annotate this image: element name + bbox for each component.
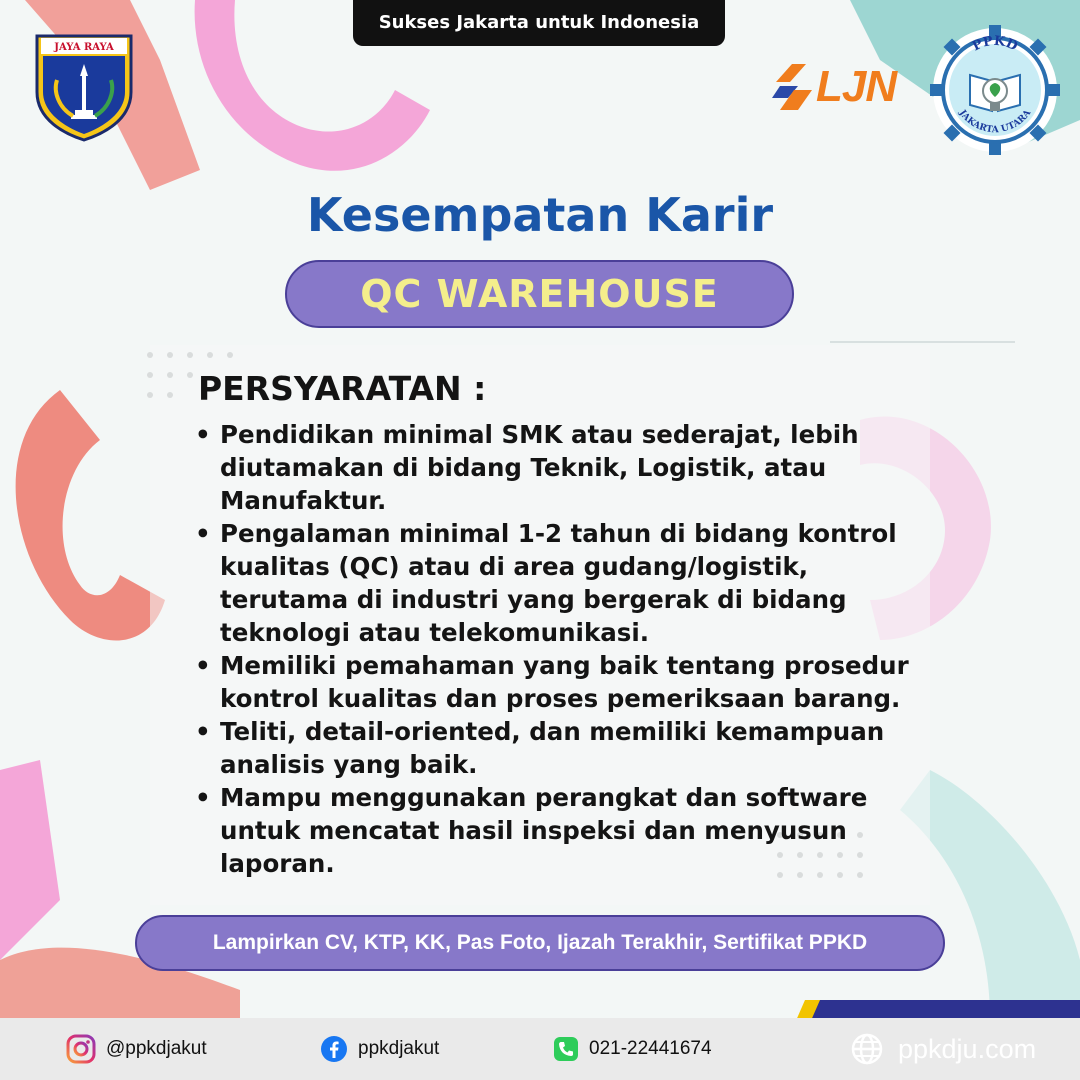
- bullet-icon: •: [195, 717, 211, 746]
- ppkd-top-text: PPKD: [970, 33, 1020, 55]
- facebook-icon: [320, 1035, 348, 1063]
- phone-icon: [553, 1036, 579, 1062]
- requirement-line: Manufaktur.: [220, 486, 387, 515]
- requirement-item: [195, 649, 955, 715]
- jaya-raya-text: JAYA RAYA: [54, 42, 114, 53]
- bullet-icon: •: [195, 519, 211, 548]
- requirement-line: laporan.: [220, 849, 335, 878]
- ppkd-bottom-text: JAKARTA UTARA: [956, 108, 1034, 136]
- requirement-item: [195, 418, 955, 517]
- requirement-line: Pendidikan minimal SMK atau sederajat, lebih: [220, 420, 859, 449]
- instagram-icon: [66, 1034, 96, 1064]
- footer-instagram[interactable]: [66, 1018, 207, 1080]
- position-badge: QC WAREHOUSE: [285, 260, 794, 328]
- attachments-note: Lampirkan CV, KTP, KK, Pas Foto, Ijazah Terakhir, Sertifikat PPKD: [135, 915, 945, 971]
- requirement-line: kontrol kualitas dan proses pemeriksaan barang.: [220, 684, 901, 713]
- ljn-logo-text: LJN: [816, 62, 897, 111]
- facebook-handle: ppkdjakut: [358, 1038, 440, 1059]
- tagline-banner: Sukses Jakarta untuk Indonesia: [353, 0, 725, 46]
- requirements-heading: PERSYARATAN :: [198, 369, 487, 408]
- requirement-line: Teliti, detail-oriented, dan memiliki kemampuan: [220, 717, 885, 746]
- phone-number: 021-22441674: [589, 1038, 712, 1059]
- ljn-logo-icon: [772, 60, 912, 118]
- bullet-icon: •: [195, 651, 211, 680]
- jakarta-crest-icon: [33, 30, 135, 142]
- footer-website[interactable]: [850, 1018, 1036, 1080]
- requirement-line: teknologi atau telekomunikasi.: [220, 618, 650, 647]
- requirement-line: kualitas (QC) atau di area gudang/logistik,: [220, 552, 809, 581]
- requirement-line: analisis yang baik.: [220, 750, 478, 779]
- globe-icon: [850, 1032, 884, 1066]
- bullet-icon: •: [195, 783, 211, 812]
- page-title: Kesempatan Karir: [306, 188, 774, 242]
- requirement-line: terutama di industri yang bergerak di bidang: [220, 585, 847, 614]
- requirement-item: [195, 715, 955, 781]
- requirements-list: [195, 418, 955, 880]
- website-url: ppkdju.com: [898, 1033, 1037, 1064]
- instagram-handle: @ppkdjakut: [106, 1038, 207, 1059]
- requirement-line: Mampu menggunakan perangkat dan software: [220, 783, 868, 812]
- requirement-line: Memiliki pemahaman yang baik tentang prosedur: [220, 651, 909, 680]
- requirement-item: [195, 781, 955, 880]
- requirement-item: [195, 517, 955, 649]
- requirement-line: diutamakan di bidang Teknik, Logistik, atau: [220, 453, 827, 482]
- requirement-line: untuk mencatat hasil inspeksi dan menyusun: [220, 816, 847, 845]
- footer-facebook[interactable]: [320, 1018, 439, 1080]
- ppkd-badge-icon: [930, 25, 1060, 155]
- bullet-icon: •: [195, 420, 211, 449]
- requirement-line: Pengalaman minimal 1-2 tahun di bidang kontrol: [220, 519, 897, 548]
- footer-phone[interactable]: [553, 1018, 712, 1080]
